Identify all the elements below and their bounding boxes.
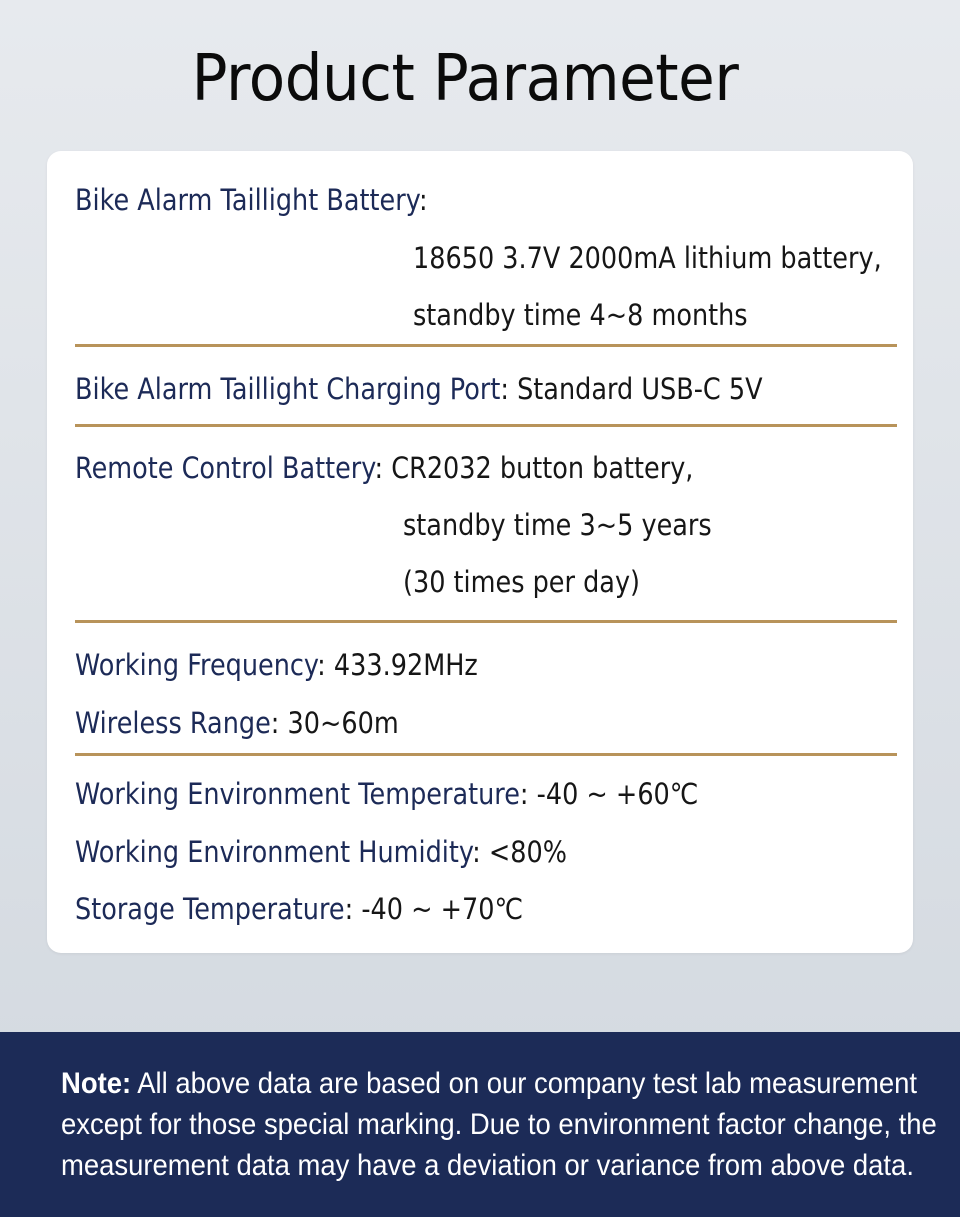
env-temp-label: Working Environment Temperature	[75, 777, 520, 811]
env-temp-row	[75, 776, 698, 812]
frequency-separator: :	[317, 648, 326, 682]
note-line-2: except for those special marking. Due to environment factor change, the	[61, 1108, 937, 1141]
storage-temp-label: Storage Temperature	[75, 892, 345, 926]
range-row	[75, 705, 399, 741]
note-line1-text: All above data are based on our company test lab measurement	[131, 1067, 917, 1100]
env-humidity-row	[75, 834, 567, 870]
divider	[75, 620, 897, 623]
charging-port-label: Bike Alarm Taillight Charging Port	[75, 372, 501, 406]
env-temp-separator: :	[519, 777, 529, 811]
storage-temp-separator: :	[344, 892, 354, 926]
remote-battery-value-line2: standby time 3~5 years	[403, 508, 712, 542]
remote-battery-value-line3: (30 times per day)	[403, 565, 641, 599]
storage-temp-value: -40 ~ +70℃	[353, 892, 524, 926]
remote-battery-separator: :	[374, 451, 384, 485]
divider	[75, 424, 897, 427]
charging-port-row	[75, 371, 763, 407]
battery-value-line2: standby time 4~8 months	[413, 298, 748, 332]
charging-port-separator: :	[500, 372, 509, 406]
divider	[75, 344, 897, 347]
remote-battery-value-line1: CR2032 button battery,	[383, 451, 694, 485]
battery-separator: :	[418, 183, 428, 217]
env-temp-value: -40 ~ +60℃	[528, 777, 699, 811]
remote-battery-row	[75, 450, 693, 486]
battery-label: Bike Alarm Taillight Battery	[75, 183, 419, 217]
note-line-1	[61, 1063, 930, 1104]
remote-battery-label: Remote Control Battery	[75, 451, 375, 485]
env-humidity-label: Working Environment Humidity	[75, 835, 473, 869]
battery-row	[75, 182, 428, 218]
range-value: 30~60m	[279, 706, 399, 740]
env-humidity-value: <80%	[480, 835, 567, 869]
divider	[75, 753, 897, 756]
note-label: Note:	[61, 1067, 132, 1100]
page-title: Product Parameter	[191, 42, 739, 116]
range-label: Wireless Range	[75, 706, 271, 740]
note-text	[61, 1063, 937, 1186]
env-humidity-separator: :	[472, 835, 481, 869]
storage-temp-row	[75, 891, 523, 927]
note-line-3: measurement data may have a deviation or variance from above data.	[61, 1149, 914, 1182]
range-separator: :	[270, 706, 280, 740]
charging-port-value: Standard USB-C 5V	[508, 372, 763, 406]
frequency-value: 433.92MHz	[325, 648, 478, 682]
frequency-row	[75, 647, 478, 683]
battery-value-line1: 18650 3.7V 2000mA lithium battery,	[413, 241, 882, 275]
frequency-label: Working Frequency	[75, 648, 318, 682]
